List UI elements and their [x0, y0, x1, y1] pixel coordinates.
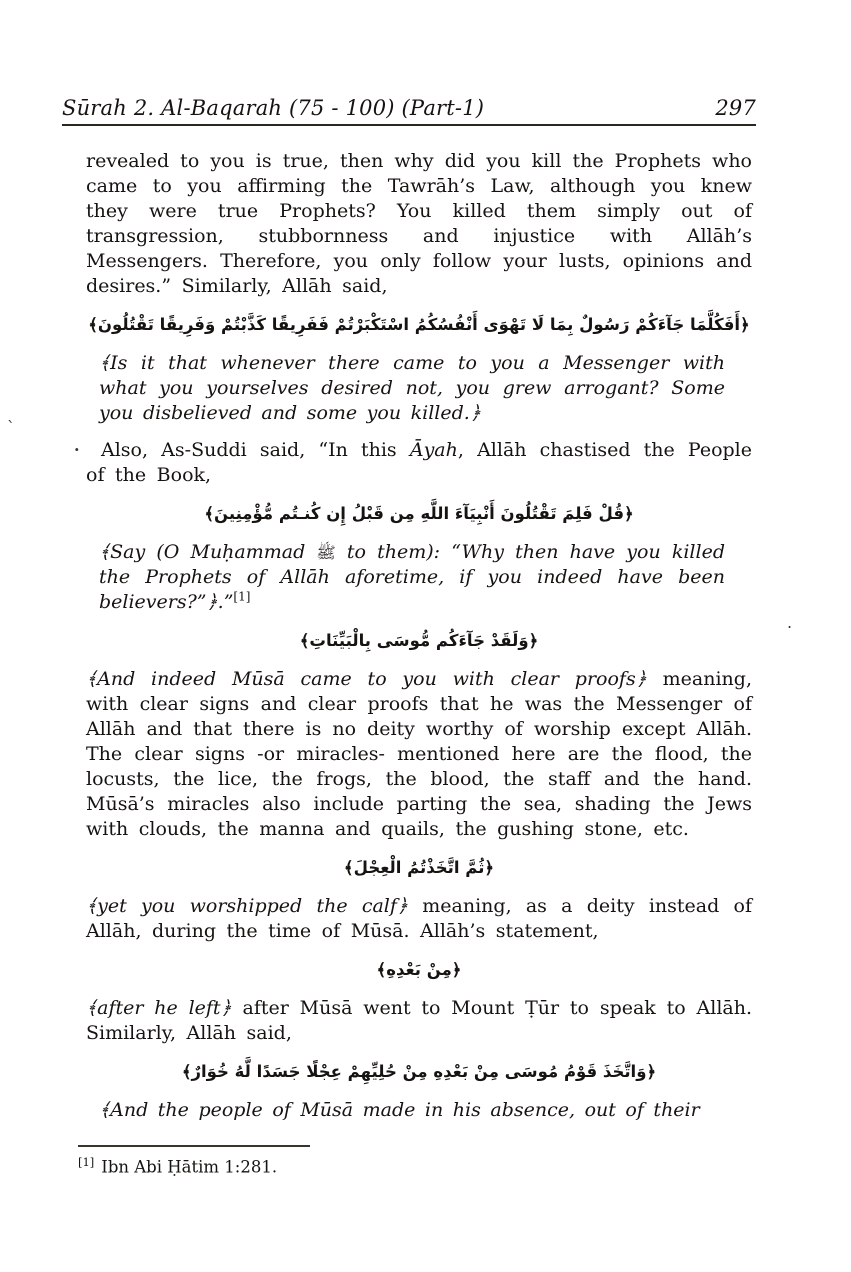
text-segment: meaning, as a deity instead of Allāh, during the time of Mūsā. Allāh’s statement,	[86, 895, 752, 943]
footnote	[78, 1150, 752, 1180]
text-segment: [1]	[233, 589, 251, 604]
content-blocks	[86, 149, 752, 1123]
text-segment: revealed to you is true, then why did you kill the Prophets who came to you affirming the Tawrāh’s Law, although you knew they were true Prophets? You killed them simply out of transgression, stubbornness and injustice with Allāh’s Messengers. Therefore, you only follow your lusts, opinions and desires.” Similarly, Allāh said,	[86, 150, 752, 298]
arabic-verse: ﴿قُلْ فَلِمَ تَقْتُلُونَ أَنْبِيَآءَ اللَّهِ مِن قَبْلُ إِن كُنـتُم مُّؤْمِنِينَ﴾	[204, 504, 634, 524]
arabic-verse: ﴿وَاتَّخَذَ قَوْمُ مُوسَى مِنْ بَعْدِهِ مِنْ حُلِيِّهِمْ عِجْلًا جَسَدًا لَّهُ خُوَارٌ﴾	[181, 1062, 657, 1082]
page-number: 297	[715, 96, 756, 120]
text-segment: ﴾after he left﴿	[86, 997, 232, 1020]
text-segment: to them): “Why then have you killed the Prophets of Allāh aforetime, if you indeed have been believers?”﴿.”	[99, 541, 725, 614]
translation-quote	[99, 351, 725, 426]
text-segment: ﴾And the people of Mūsā made in his absence, out of their	[99, 1099, 700, 1122]
body-paragraph	[86, 894, 752, 944]
text-segment: , Allāh chastised the People of the Book,	[86, 439, 752, 487]
footnote-area	[78, 1145, 752, 1180]
scan-artifact: `	[7, 418, 15, 437]
body-paragraph	[86, 667, 752, 842]
body-paragraph	[86, 996, 752, 1046]
text-segment: ﷺ	[316, 543, 336, 563]
footnote-text: Ibn Abi Ḥātim 1:281.	[101, 1157, 278, 1177]
scan-artifact: .	[74, 436, 80, 455]
footnote-marker: [1]	[78, 1155, 95, 1170]
arabic-verse: ﴿أَفَكُلَّمَا جَآءَكُمْ رَسُولٌ بِمَا لَا تَهْوَى أَنْفُسُكُمُ اسْتَكْبَرْتُمْ فَفَرِيقًا كَذَّبْتُمْ وَفَرِيقًا تَقْتُلُونَ﴾	[88, 315, 750, 335]
text-segment: ﴾And indeed Mūsā came to you with clear proofs﴿	[86, 668, 647, 691]
running-title: Sūrah 2. Al-Baqarah (75 - 100) (Part-1)	[62, 96, 485, 120]
arabic-verse: ﴿ثُمَّ اتَّخَذْتُمُ الْعِجْلَ﴾	[343, 858, 495, 878]
text-segment: ﴾yet you worshipped the calf﴿	[86, 895, 409, 918]
arabic-verse: ﴿وَلَقَدْ جَآءَكُم مُّوسَى بِالْبَيِّنَاتِ﴾	[299, 631, 539, 651]
footnote-rule	[78, 1145, 310, 1147]
text-segment: Also, As-Suddi said, “In this	[101, 439, 410, 462]
text-segment: Āyah	[409, 439, 458, 462]
scan-artifact: .	[787, 613, 793, 632]
body-paragraph	[86, 438, 752, 488]
text-segment: ﴾Say (O Muḥammad	[99, 541, 317, 564]
translation-quote	[99, 540, 725, 615]
text-segment: meaning, with clear signs and clear proofs that he was the Messenger of Allāh and that there is no deity worthy of worship except Allāh. The clear signs -or miracles- mentioned here are the flood, the locusts, the lice, the frogs, the blood, the staff and the hand. Mūsā’s miracles also include parting the sea, shading the Jews with clouds, the manna and quails, the gushing stone, etc.	[86, 668, 752, 841]
text-segment: after Mūsā went to Mount Ṭūr to speak to Allāh. Similarly, Allāh said,	[86, 997, 752, 1045]
body-paragraph	[86, 149, 752, 299]
page-header	[62, 96, 756, 126]
translation-quote	[99, 1098, 725, 1123]
arabic-verse: ﴿مِنْ بَعْدِهِ﴾	[376, 960, 462, 980]
text-segment: ﴾Is it that whenever there came to you a Messenger with what you yourselves desired not, you grew arrogant? Some you disbelieved and some you killed.﴿	[99, 352, 725, 425]
